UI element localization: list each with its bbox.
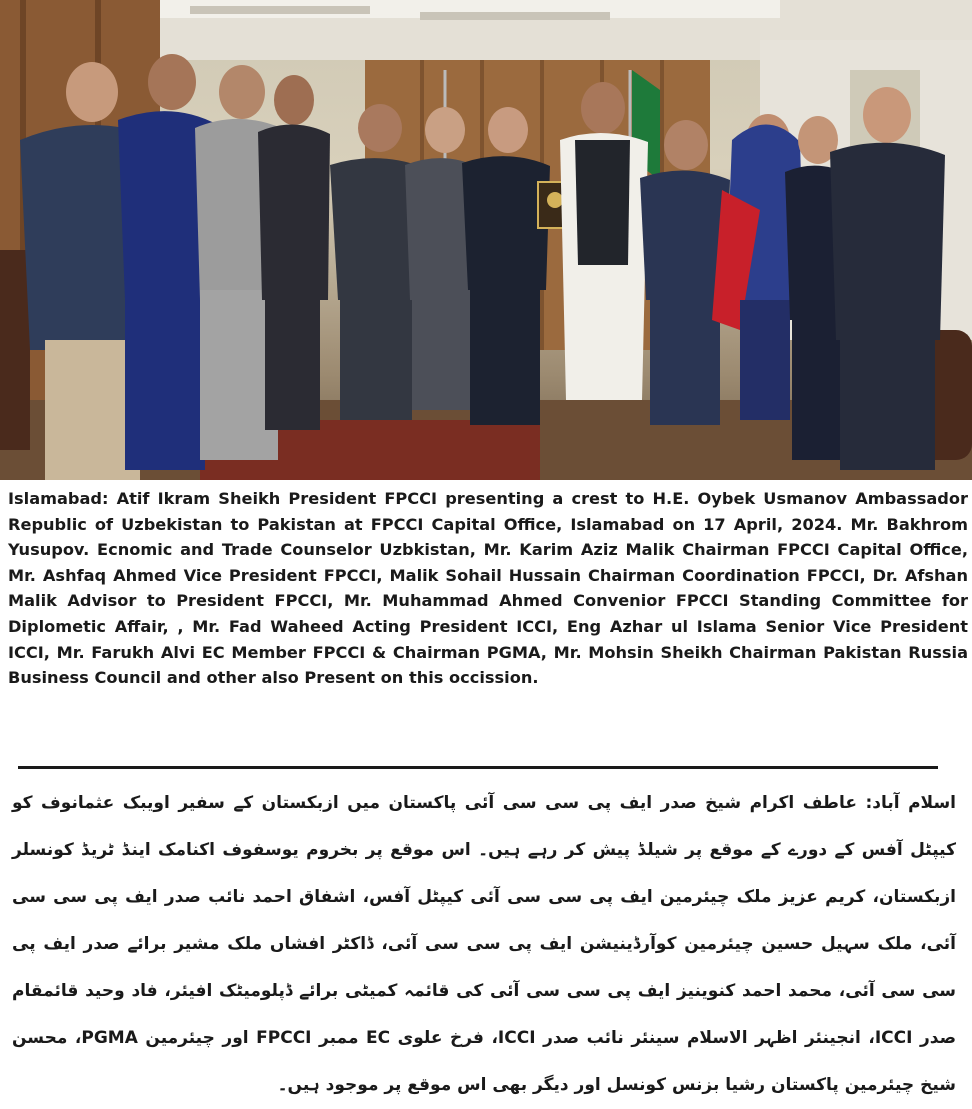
photo-illustration	[0, 0, 972, 480]
caption-divider	[18, 766, 938, 769]
english-caption: Islamabad: Atif Ikram Sheikh President FPCCI presenting a crest to H.E. Oybek Usmanov Ambassador Republic of Uzbekistan to Pakistan at FPCCI Capital Office, Islamabad on 17 April, 2024. Mr. Bakhrom Yusupov. Ecnomic and Trade Counselor Uzbkistan, Mr. Karim Aziz Malik Chairman FPCCI Capital Office, Mr. Ashfaq Ahmed Vice President FPCCI, Malik Sohail Hussain Chairman Coordination FPCCI, Dr. Afshan Malik Advisor to President FPCCI, Mr. Muhammad Ahmed Convenior FPCCI Standing Committee for Diplometic Affair, , Mr. Fad Waheed Acting President ICCI, Eng Azhar ul Islama Senior Vice President ICCI, Mr. Farukh Alvi EC Member FPCCI & Chairman PGMA, Mr. Mohsin Sheikh Chairman Pakistan Russia Business Council and other also Present on this occission.	[8, 489, 968, 688]
urdu-caption: اسلام آباد: عاطف اکرام شیخ صدر ایف پی سی سی آئی پاکستان میں ازبکستان کے سفیر اویبک عثمانوف کو کیپٹل آفس کے دورے کے موقع پر شیلڈ پیش کر رہے ہیں۔ اس موقع پر بخروم یوسفوف اکنامک اینڈ ٹریڈ کونسلر ازبکستان، کریم عزیز ملک چیئرمین ایف پی سی سی آئی کیپٹل آفس، اشفاق احمد نائب صدر ایف پی سی سی آئی، ملک سہیل حسین چیئرمین کوآرڈینیشن ایف پی سی سی آئی، ڈاکٹر افشاں ملک مشیر برائے صدر ایف پی سی سی آئی، محمد احمد کنوینیز ایف پی سی سی آئی کی قائمہ کمیٹی برائے ڈپلومیٹک افیئر، فاد وحید قائمقام صدر ICCI، انجینئر اظہر الاسلام سینئر نائب صدر ICCI، فرخ علوی EC ممبر FPCCI اور چیئرمین PGMA، محسن شیخ چیئرمین پاکستان رشیا بزنس کونسل اور دیگر بھی اس موقع پر موجود ہیں۔	[12, 793, 957, 1095]
group-photo	[0, 0, 972, 480]
